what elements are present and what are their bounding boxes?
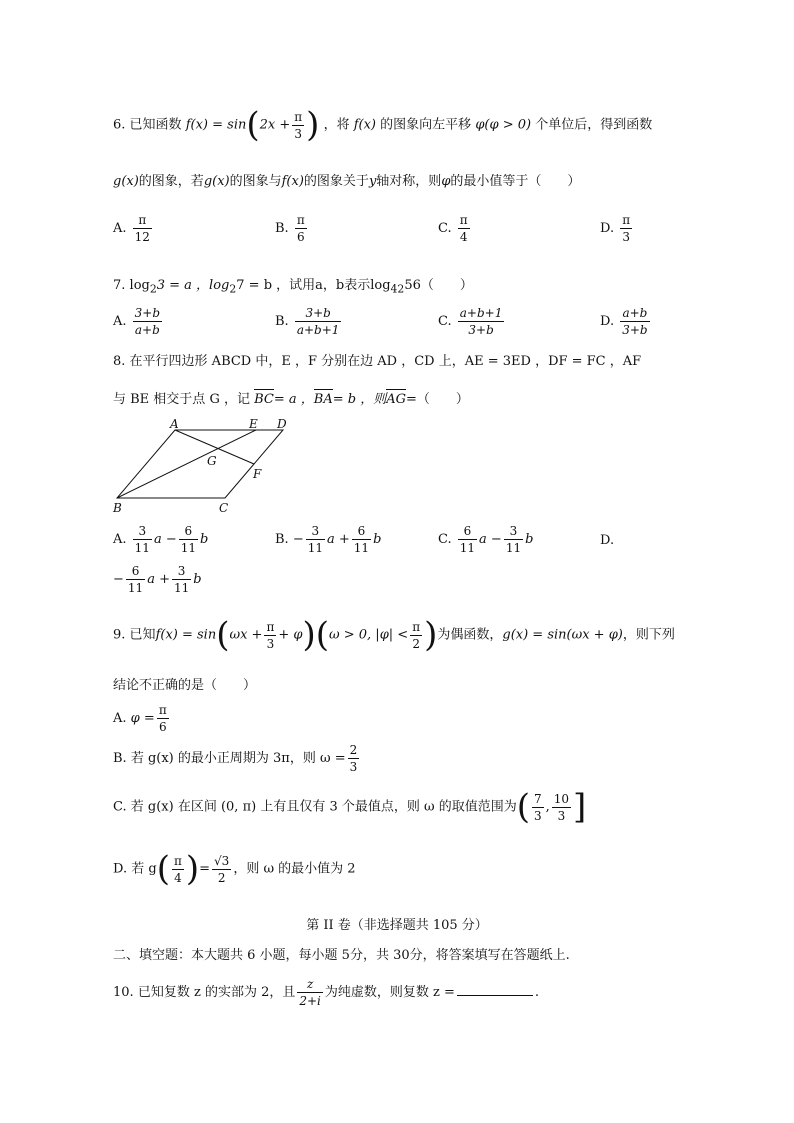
q10-answer-blank[interactable]: [457, 983, 533, 996]
label-g: G: [207, 454, 217, 468]
q6-number: 6.: [113, 117, 126, 133]
q6-line1: 6. 已知函数 f(x) = sin(2x + $\frac{\pi}{3}$ ) ，将 f(x) 的图象向左平移 φ(φ > 0) 个单位后，得到函数: [113, 105, 653, 145]
q9-option-d[interactable]: D. 若 g( $\frac{\pi}{4}$ )= $\frac{√3}{2}$ ，则 ω 的最小值为 2: [113, 849, 356, 889]
q8-option-a[interactable]: A. $\frac{3}{11}$ a − $\frac{6}{11}$ b: [113, 524, 209, 555]
q8-line1: 8. 在平行四边形 ABCD 中，E ，F 分别在边 AD ，CD 上，AE = 3ED ，DF = FC ，AF: [113, 354, 642, 369]
parallelogram-abcd: [117, 430, 283, 498]
label-e: E: [249, 418, 258, 431]
label-b: B: [113, 501, 122, 515]
q8-line2: 与 BE 相交于点 G ，记 BC= a ，BA= b ，则AG=（ ）: [113, 392, 469, 407]
label-f: F: [253, 467, 262, 481]
q8-option-b[interactable]: B. − $\frac{3}{11}$ a + $\frac{6}{11}$ b: [275, 524, 382, 555]
q7-line: 7. $\log_23 = a$ ，$\log_27 = b$ ，试用a，b表示$\log_{42}56$（ ）: [113, 278, 473, 296]
q7-option-b[interactable]: B. $\frac{3+b}{a+b+1}$: [275, 306, 340, 337]
q6-option-d[interactable]: D. $\frac{\pi}{3}$: [600, 213, 631, 244]
q8-option-c[interactable]: C. $\frac{6}{11}$ a − $\frac{3}{11}$ b: [438, 524, 534, 555]
q7-option-a[interactable]: A. $\frac{3+b}{a+b}$: [113, 306, 161, 337]
q9-option-c[interactable]: C. 若 g(x) 在区间 (0, π) 上有且仅有 3 个最值点，则 ω 的取值范围为( $\frac{7}{3}$ , $\frac{10}{3}$ ]: [113, 787, 587, 827]
q6-option-b[interactable]: B. $\frac{\pi}{6}$: [275, 213, 305, 244]
q9-line2: 结论不正确的是（ ）: [113, 678, 257, 693]
q8-option-d-label[interactable]: D.: [600, 533, 615, 548]
q9-option-a[interactable]: A. φ = $\frac{\pi}{6}$: [113, 703, 167, 734]
q10-line: 10. 已知复数 z 的实部为 2，且 $\frac{z}{2+i}$ 为纯虚数，则复数 z = .: [113, 977, 540, 1008]
section-ii-title: 第 II 卷（非选择题共 105 分）: [306, 918, 488, 933]
label-a: A: [170, 418, 179, 431]
parallelogram-diagram: [105, 418, 305, 518]
label-d: D: [277, 418, 287, 431]
segment-be: [117, 430, 256, 498]
q7-option-c[interactable]: C. $\frac{a+b+1}{3+b}$: [438, 306, 503, 337]
label-c: C: [219, 501, 229, 515]
q7-option-d[interactable]: D. $\frac{a+b}{3+b}$: [600, 306, 648, 337]
q9-option-b[interactable]: B. 若 g(x) 的最小正周期为 3π，则 ω = $\frac{2}{3}$: [113, 743, 358, 774]
q8-option-d-expr[interactable]: − $\frac{6}{11}$ a + $\frac{3}{11}$ b: [113, 564, 202, 595]
q6-option-c[interactable]: C. $\frac{\pi}{4}$: [438, 213, 468, 244]
q6-option-a[interactable]: A. $\frac{\pi}{12}$: [113, 213, 150, 244]
q9-line1: 9. 已知f(x) = sin(ωx + $\frac{\pi}{3}$ + φ)(ω > 0, |φ| < $\frac{\pi}{2}$ )为偶函数，g(x) = sin(ωx + φ)，则下列: [113, 615, 675, 655]
section-ii-instruction: 二、填空题：本大题共 6 小题，每小题 5分，共 30分，将答案填写在答题纸上.: [113, 948, 570, 963]
q6-line2: g(x)的图象，若g(x)的图象与f(x)的图象关于y轴对称，则φ的最小值等于（ ）: [113, 174, 581, 189]
